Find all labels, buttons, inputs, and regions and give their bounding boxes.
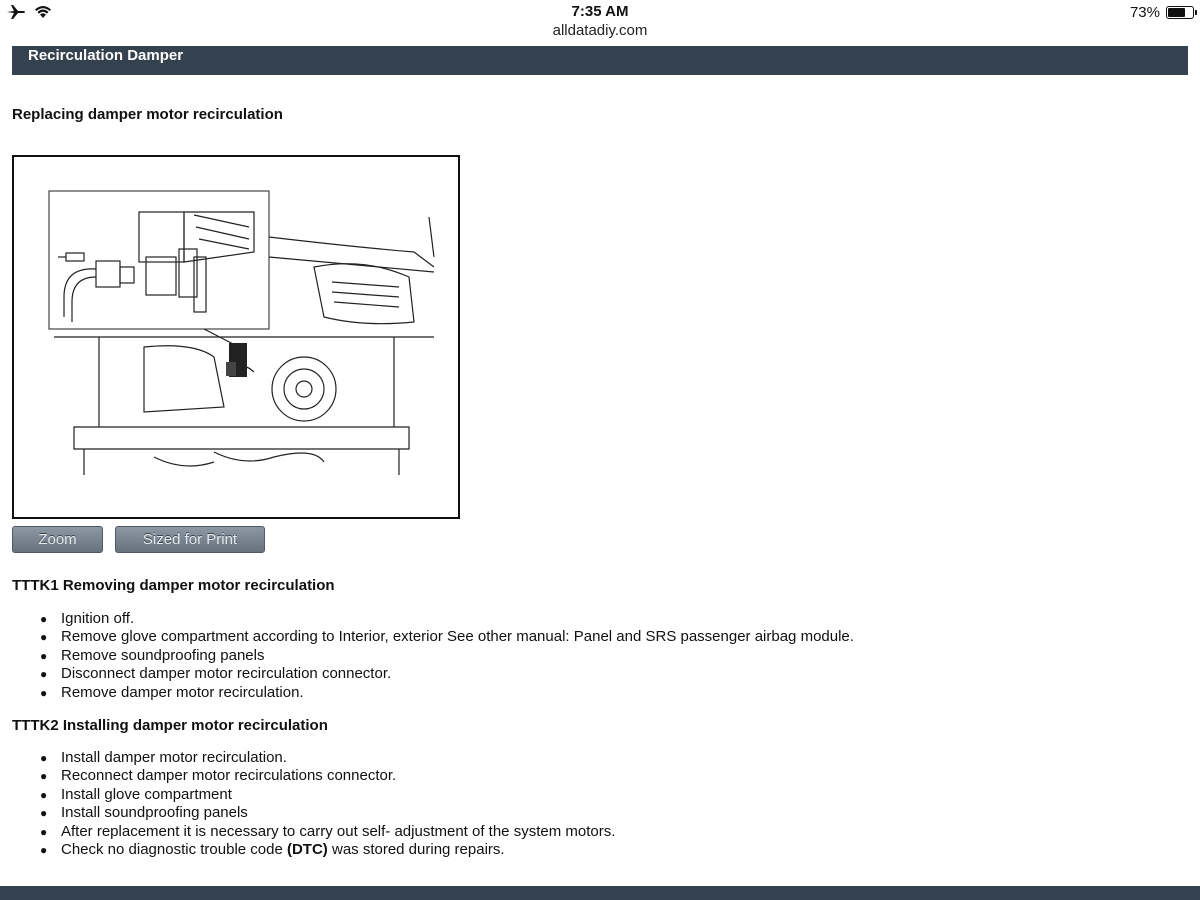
dtc-text-before: Check no diagnostic trouble code [61, 840, 287, 858]
list-item: ● Reconnect damper motor recirculations connector. [12, 767, 615, 785]
dtc-text-bold: (DTC) [286, 840, 328, 858]
list-item: ● Ignition off. [12, 610, 854, 628]
battery-fill [1168, 8, 1185, 17]
battery-icon [1166, 6, 1194, 19]
damper-diagram [12, 155, 460, 519]
page-header-title: Recirculation Damper [28, 47, 184, 64]
dtc-text-after: was stored during repairs. [327, 840, 505, 858]
step2-list [12, 749, 615, 859]
bottom-bar [0, 886, 1200, 900]
list-item: ● Install glove compartment [12, 786, 615, 804]
page-header [12, 46, 1188, 75]
status-time: 7:35 AM [571, 3, 629, 20]
zoom-button[interactable]: Zoom [12, 526, 103, 553]
list-item [12, 841, 615, 859]
status-right [1130, 4, 1194, 21]
list-item: ● Install damper motor recirculation. [12, 749, 615, 767]
battery-percent: 73% [1129, 4, 1160, 21]
list-item: ● Disconnect damper motor recirculation connector. [12, 665, 854, 683]
damper-diagram-drawing [14, 157, 458, 517]
section-title: Replacing damper motor recirculation [12, 106, 283, 123]
step1-title: TTTK1 Removing damper motor recirculation [12, 577, 335, 594]
status-bar [0, 0, 1200, 46]
list-item: ● Remove damper motor recirculation. [12, 684, 854, 702]
list-item: ● After replacement it is necessary to carry out self- adjustment of the system motors. [12, 823, 615, 841]
list-item: ● Remove soundproofing panels [12, 647, 854, 665]
address-url[interactable]: alldatadiy.com [552, 22, 648, 39]
step2-title: TTTK2 Installing damper motor recirculation [12, 717, 328, 734]
step1-list [12, 610, 854, 702]
list-item: ● Install soundproofing panels [12, 804, 615, 822]
sized-for-print-button[interactable]: Sized for Print [115, 526, 265, 553]
list-item: ● Remove glove compartment according to Interior, exterior See other manual: Panel and SRS passenger airbag module. [12, 628, 854, 646]
